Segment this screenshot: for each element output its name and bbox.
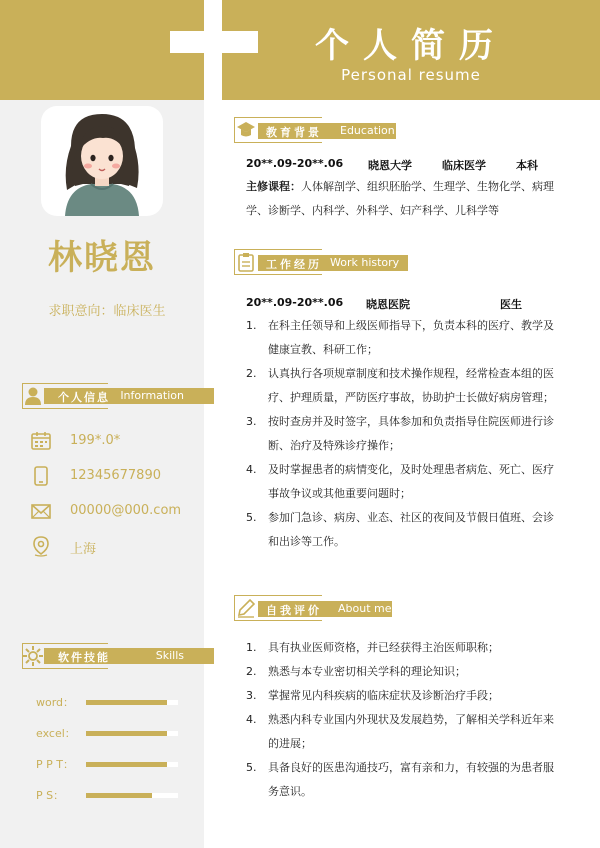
gear-icon [22,645,44,667]
list-item: 4. 熟悉内科专业国内外现状及发展趋势，了解相关学科近年来的进展； [246,713,554,750]
clipboard-icon [236,251,256,273]
education-degree: 本科 [516,159,538,172]
skill-fill [86,793,152,798]
courses-line2: 学、诊断学、内科学、外科学、妇产科学、儿科学等 [246,204,499,217]
work-company: 晓恩医院 [366,298,410,311]
list-item: 5. 参加门急诊、病房、业态、社区的夜间及节假日值班、会诊和出诊等工作。 [246,511,554,548]
skill-ppt [36,756,186,772]
skill-track [86,700,178,705]
education-school: 晓恩大学 [368,159,412,172]
section-title-cn: 教育背景 [266,126,322,139]
job-intent: 求职意向：临床医生 [48,304,166,319]
pencil-icon [236,597,256,619]
location-icon [30,535,52,557]
list-item: 2. 熟悉与本专业密切相关学科的理论知识； [246,665,466,678]
list-item: 2. 认真执行各项规章制度和技术操作规程，经常检查本组的医疗、护理质量，严防医疗事故，协助护士长做好病房管理； [246,367,554,404]
education-major: 临床医学 [442,159,486,172]
page-subtitle: Personal resume [341,66,481,84]
skill-fill [86,762,167,767]
courses-label: 主修课程： [246,180,301,193]
skill-ps [36,787,186,803]
skill-label: word： [36,696,75,709]
section-header-skills [22,645,192,667]
phone-icon [30,465,52,487]
avatar-illustration-icon [41,106,163,216]
section-header-information [22,385,192,407]
section-title-en: Work history [330,256,400,269]
list-item: 1. 具有执业医师资格，并已经获得主治医师职称； [246,641,499,654]
section-title-en: About me [338,602,392,615]
candidate-name: 林晓恩 [48,238,156,278]
mail-icon [30,500,52,522]
graduation-cap-icon [236,119,256,141]
skill-fill [86,700,167,705]
skill-label: excel： [36,727,76,740]
section-title-cn: 工作经历 [266,258,322,271]
section-title-en: Education [340,124,395,137]
section-title-cn: 自我评价 [266,604,322,617]
skill-track [86,793,178,798]
work-period: 20**.09-20**.06 [246,296,344,309]
phone-text: 12345677890 [70,468,161,483]
section-header-work [234,251,404,275]
section-title-cn: 软件技能 [58,651,110,664]
avatar [41,106,163,216]
calendar-icon [30,430,52,452]
section-title-en: Skills [155,649,184,662]
list-item: 3. 按时查房并及时签字，具体参加和负责指导住院医师进行诊断、治疗及特殊诊疗操作； [246,415,554,452]
list-item: 5. 具备良好的医患沟通技巧，富有亲和力，有较强的为患者服务意识。 [246,761,554,798]
courses-line1: 人体解剖学、组织胚胎学、生理学、生物化学、病理 [301,180,554,193]
list-item: 4. 及时掌握患者的病情变化，及时处理患者病危、死亡、医疗事故争议或其他重要问题时； [246,463,554,500]
work-duties-list [246,314,556,554]
skill-label: P S： [36,789,65,802]
education-courses [246,175,566,223]
list-item: 3. 掌握常见内科疾病的临床症状及诊断治疗手段； [246,689,499,702]
list-item: 1. 在科主任领导和上级医师指导下，负责本科的医疗、教学及健康宣教、科研工作； [246,319,554,356]
skill-excel [36,725,186,741]
section-header-education [234,119,404,143]
skill-word [36,694,186,710]
skill-track [86,731,178,736]
birthdate-text: 199*.0* [70,433,121,448]
skill-fill [86,731,167,736]
skill-label: P P T： [36,758,74,771]
section-title-cn: 个人信息 [58,391,110,404]
education-period: 20**.09-20**.06 [246,157,344,170]
location-text: 上海 [70,542,97,557]
section-title-en: Information [120,389,184,402]
email-text: 00000@000.com [70,503,182,518]
about-list [246,636,556,804]
skill-track [86,762,178,767]
page-title: 个人简历 [315,26,507,66]
work-position: 医生 [500,298,522,311]
section-header-about [234,597,404,621]
person-icon [22,385,44,407]
